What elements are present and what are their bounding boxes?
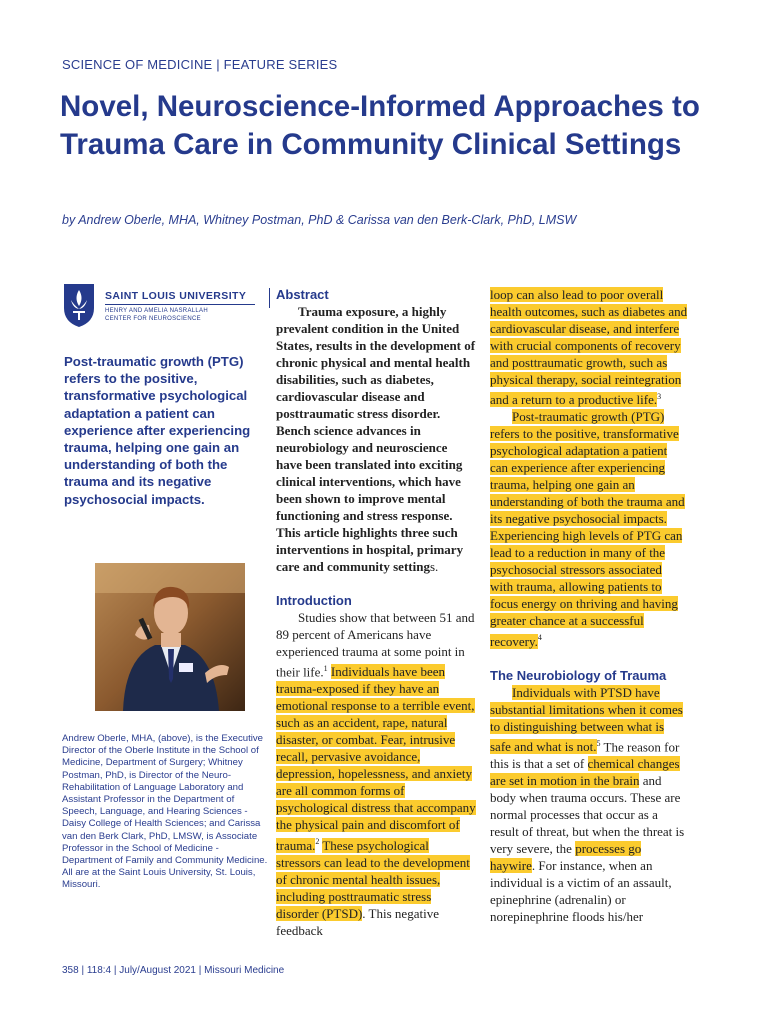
ref-3: 3 [657, 392, 662, 401]
neuro-text-3: . For instance, when an individual is a victim of an assault, epinephrine (adrenalin) or norepinephrine floods his/her [490, 857, 672, 924]
ref-4: 4 [537, 633, 542, 643]
ptg-paragraph [490, 408, 688, 649]
abstract-heading: Abstract [276, 287, 329, 302]
neuro-text-2: and body when trauma occurs. These are normal processes that occur as a result of threat, but when the threat is very severe, the [490, 772, 685, 856]
abstract-end: s. [429, 559, 439, 574]
highlight-loop: loop can also lead to poor overall health outcomes, such as diabetes and cardiovascular disease, and interfere with crucial components of recovery and posttraumatic growth, such as physical therapy, social reintegration and a return to a productive life. [490, 287, 688, 408]
neurobiology-heading: The Neurobiology of Trauma [490, 667, 667, 683]
highlight-intro-2: These psychological stressors can lead to the development of chronic mental health issues, including posttraumatic stress disorder (PTSD) [276, 837, 470, 921]
intro-tail: . This negative feedback [276, 905, 439, 938]
author-caption: Andrew Oberle, MHA, (above), is the Executive Director of the Oberle Institute in the School of Medicine, Department of Surgery; Whitney Postman, PhD, is Director of the Neuro-Rehabilitation of Language Laboratory and Assistant Professor in the Department of Speech, Language, and Hearing Sciences - Daisy College of Health Sciences; and Carissa van den Berk Clark, PhD, LMSW, is Associate Professor in the School of Medicine - Department of Family and Community Medicine. All are at the Saint Louis University, St. Louis, Missouri. [62, 733, 268, 891]
ref-5: 5 [596, 738, 601, 748]
column-2 [490, 286, 688, 925]
byline: by Andrew Oberle, MHA, Whitney Postman, PhD & Carissa van den Berk-Clark, PhD, LMSW [62, 213, 577, 227]
highlight-chemical: chemical changes are set in motion in the brain [490, 755, 680, 788]
introduction-paragraph [276, 609, 476, 939]
page-footer: 358 | 118:4 | July/August 2021 | Missouri Medicine [62, 965, 285, 976]
section-kicker: SCIENCE OF MEDICINE | FEATURE SERIES [62, 57, 338, 72]
column-1 [276, 286, 476, 939]
intro-sentence-1: Studies show that between 51 and 89 percent of Americans have experienced trauma at some point in their life. [276, 610, 475, 680]
speaker-photo-illustration [95, 563, 245, 711]
pull-quote: Post-traumatic growth (PTG) refers to the positive, transformative psychological adaptation a patient can experience after experiencing trauma, helping one gain an understanding of both the trauma and its negative psychosocial impacts. [64, 354, 251, 507]
abstract-text [276, 303, 476, 575]
introduction-heading: Introduction [276, 593, 352, 608]
neurobiology-paragraph [490, 684, 688, 925]
neuro-text-1: The reason for this is that a set of [490, 738, 680, 771]
column-divider [269, 288, 270, 308]
logo-rule [105, 304, 255, 305]
author-photo [95, 563, 245, 711]
ref-1: 1 [323, 664, 328, 673]
article-title: Novel, Neuroscience-Informed Approaches to Trauma Care in Community Clinical Settings [60, 90, 700, 161]
highlight-intro-1: Individuals have been trauma-exposed if they have an emotional response to a terrible event, such as an accident, rape, natural disaster, or combat. Fear, intrusive recall, pervasive avoidance, depression, hopelessness, and anxiety are all common forms of psychological distress that accompany the physical pain and discomfort of trauma. [276, 664, 476, 853]
loop-paragraph [490, 286, 688, 408]
highlight-haywire: processes go haywire [490, 840, 642, 873]
highlight-ptg: Post-traumatic growth (PTG) refers to the positive, transformative psychological adaptation a patient can experience after experiencing trauma, helping one gain an understanding of both the trauma and its negative psychosocial impacts. Experiencing high levels of PTG can lead to a reduction in many of the psychosocial stressors associated with trauma, allowing patients to focus energy on thriving and having greater chance at a successful recovery. [490, 409, 685, 649]
fleur-de-lis-shield-icon [62, 282, 96, 328]
logo-subtitle [105, 307, 208, 323]
university-logo [62, 280, 252, 332]
logo-sub-line-1: HENRY AND AMELIA NASRALLAH [105, 308, 208, 314]
abstract-body: Trauma exposure, a highly prevalent condition in the United States, results in the development of chronic physical and mental health disabilities, such as diabetes, cardiovascular disease and posttraumatic stress disorder. Bench science advances in neurobiology and neuroscience have been translated into exciting clinical interventions, which have been shown to improve mental functioning and stress response. This article highlights three such interventions in hospital, primary care and community setting [276, 304, 476, 574]
highlight-ptsd: Individuals with PTSD have substantial limitations when it comes to distinguishing between what is safe and what is not. [490, 684, 683, 754]
ref-2: 2 [315, 837, 320, 847]
spacer [490, 650, 688, 667]
logo-university-name: SAINT LOUIS UNIVERSITY [105, 290, 247, 302]
spacer [276, 575, 476, 592]
logo-sub-line-2: CENTER FOR NEUROSCIENCE [105, 316, 201, 322]
